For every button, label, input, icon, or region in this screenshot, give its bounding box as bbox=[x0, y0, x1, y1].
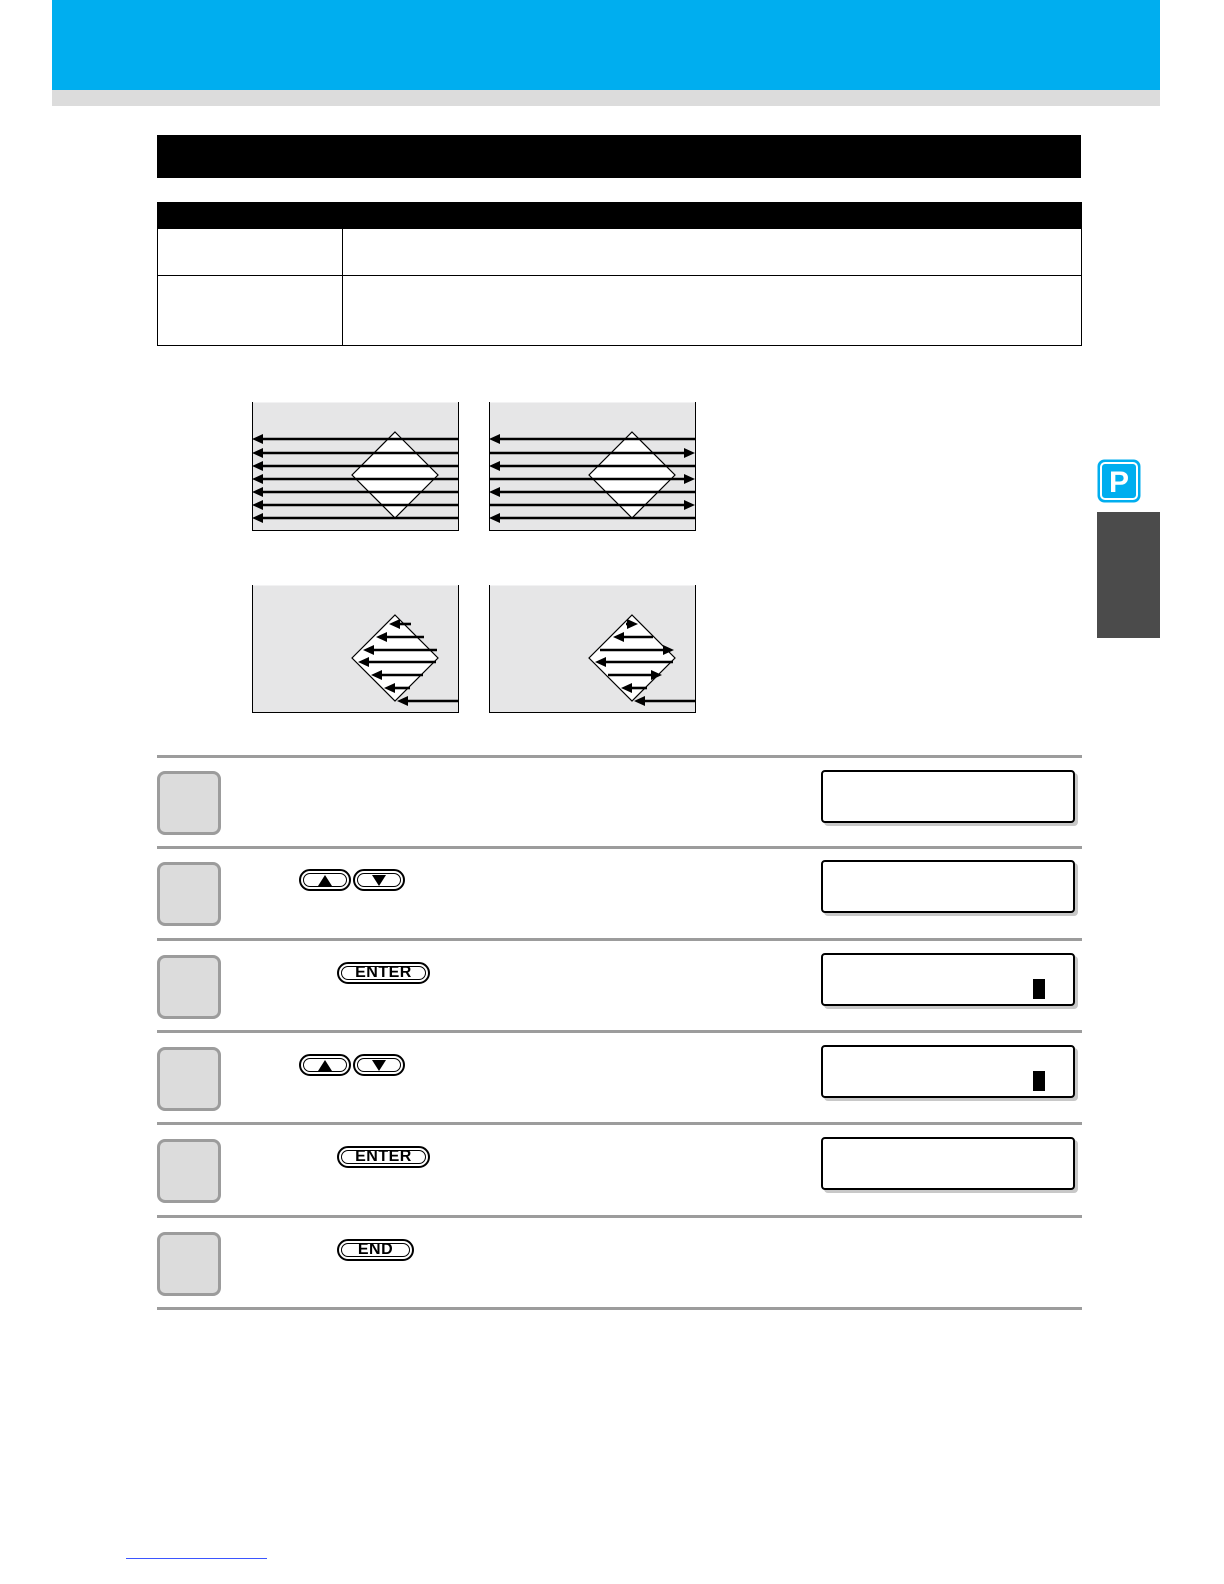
table-header-row bbox=[158, 203, 1081, 229]
header-banner-shadow bbox=[52, 90, 1160, 106]
end-key-label: END bbox=[357, 1241, 394, 1258]
step-divider bbox=[157, 938, 1082, 941]
step-2-number-box bbox=[157, 862, 221, 926]
step-3-lcd-display bbox=[821, 953, 1075, 1006]
down-arrow-icon bbox=[372, 875, 386, 886]
step-5-lcd-display bbox=[821, 1137, 1075, 1190]
header-banner bbox=[52, 0, 1160, 90]
step-4-lcd-display bbox=[821, 1045, 1075, 1098]
step-4-number-box bbox=[157, 1047, 221, 1111]
enter-key-button[interactable] bbox=[337, 1146, 430, 1168]
step-3-number-box bbox=[157, 955, 221, 1019]
up-arrow-icon bbox=[318, 1060, 332, 1071]
step-2-lcd-display bbox=[821, 860, 1075, 913]
diagram-bidirectional-full bbox=[489, 402, 697, 532]
end-key-button[interactable] bbox=[337, 1239, 414, 1261]
table-column-divider bbox=[342, 203, 343, 345]
step-divider bbox=[157, 1030, 1082, 1033]
up-key-button[interactable] bbox=[299, 1054, 351, 1076]
down-key-button[interactable] bbox=[353, 1054, 405, 1076]
down-key-button[interactable] bbox=[353, 869, 405, 891]
step-1-number-box bbox=[157, 771, 221, 835]
diagram-unidirectional-shape bbox=[252, 585, 460, 715]
up-arrow-icon bbox=[318, 875, 332, 886]
step-divider bbox=[157, 846, 1082, 849]
step-6-number-box bbox=[157, 1232, 221, 1296]
settings-table bbox=[157, 202, 1082, 346]
table-row-divider bbox=[158, 275, 1081, 276]
lcd-cursor bbox=[1033, 1071, 1045, 1091]
step-divider bbox=[157, 1122, 1082, 1125]
section-title-bar bbox=[157, 135, 1081, 178]
diagram-bidirectional-shape bbox=[489, 585, 697, 715]
step-1-lcd-display bbox=[821, 770, 1075, 823]
footer-link-underline[interactable] bbox=[126, 1558, 267, 1559]
step-divider bbox=[157, 755, 1082, 758]
enter-key-label: ENTER bbox=[355, 964, 412, 981]
side-tab-letter: P bbox=[1108, 466, 1130, 499]
lcd-cursor bbox=[1033, 979, 1045, 999]
side-chapter-tab bbox=[1097, 512, 1160, 638]
enter-key-button[interactable] bbox=[337, 962, 430, 984]
step-divider bbox=[157, 1307, 1082, 1310]
step-divider bbox=[157, 1215, 1082, 1218]
up-key-button[interactable] bbox=[299, 869, 351, 891]
enter-key-label: ENTER bbox=[355, 1148, 412, 1165]
down-arrow-icon bbox=[372, 1060, 386, 1071]
step-5-number-box bbox=[157, 1139, 221, 1203]
diagram-unidirectional-full bbox=[252, 402, 460, 532]
side-tab-p-icon bbox=[1097, 459, 1141, 503]
